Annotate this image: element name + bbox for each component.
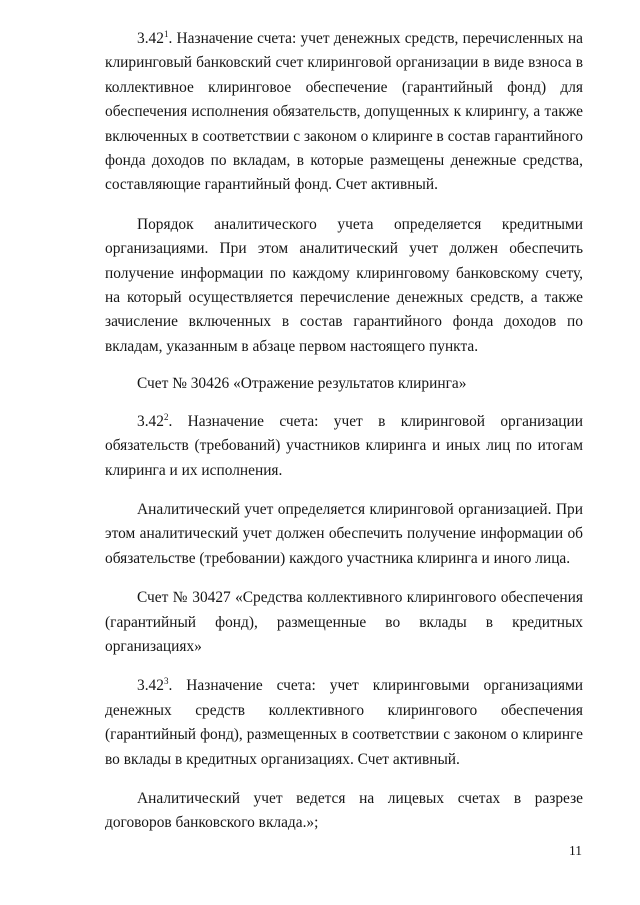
clause-superscript: 1: [163, 29, 169, 39]
paragraph-text: Аналитический учет определяется клиринговой организацией. При этом аналитический учет должен обеспечить получение информации об обязательстве (требовании) каждого участника клиринга и иного лица.: [105, 500, 583, 567]
paragraph-analytics-clearing: [105, 498, 583, 571]
paragraph-analytics-deposits: [105, 787, 583, 836]
account-heading-text: Счет № 30427 «Средства коллективного клирингового обеспечения (гарантийный фонд), размещенные во вклады в кредитных организациях»: [105, 589, 583, 655]
account-heading-30427: [105, 586, 583, 659]
clause-superscript: 3: [163, 676, 169, 687]
page-number: 11: [569, 843, 582, 858]
paragraph-analytics-order: [105, 213, 583, 359]
clause-number: 3.42: [137, 677, 164, 695]
account-heading-text: Счет № 30426 «Отражение результатов клиринга»: [137, 375, 467, 393]
paragraph-text: Порядок аналитического учета определяется кредитными организациями. При этом аналитический учет должен обеспечить получение информации по каждому клиринговому банковскому счету, на который осуществляется перечисление денежных средств, а также зачисление включенных в состав гарантийного фонда доходов по вкладам, указанным в абзаце первом настоящего пункта.: [105, 215, 583, 355]
paragraph-text: . Назначение счета: учет денежных средств, перечисленных на клиринговый банковский счет клиринговой организации в виде взноса в коллективное клиринговое обеспечение (гарантийный фонд) для обеспечения исполнения обязательств, допущенных к клирингу, а также включенных в соответствии с законом о клиринге в состав гарантийного фонда доходов по вкладам, в которые размещены денежные средства, составляющие гарантийный фонд. Счет активный.: [105, 30, 583, 194]
document-body: [105, 27, 583, 836]
paragraph-text: . Назначение счета: учет клиринговыми организациями денежных средств коллективного клирингового обеспечения (гарантийный фонд), размещенных в соответствии с законом о клиринге во вклады в кредитных организациях. Счет активный.: [105, 677, 583, 768]
clause-superscript: 2: [163, 411, 169, 422]
paragraph-3-42-3: [105, 674, 583, 772]
paragraph-text: . Назначение счета: учет в клиринговой организации обязательств (требований) участников клиринга и иных лиц по итогам клиринга и их исполнения.: [105, 412, 583, 479]
clause-number: 3.42: [137, 412, 164, 430]
paragraph-text: Аналитический учет ведется на лицевых счетах в разрезе договоров банковского вклада.»;: [105, 789, 583, 832]
account-heading-30426: [105, 372, 583, 396]
paragraph-3-42-2: [105, 410, 583, 483]
clause-number: 3.42: [137, 30, 164, 47]
paragraph-3-42-1: [105, 27, 583, 198]
